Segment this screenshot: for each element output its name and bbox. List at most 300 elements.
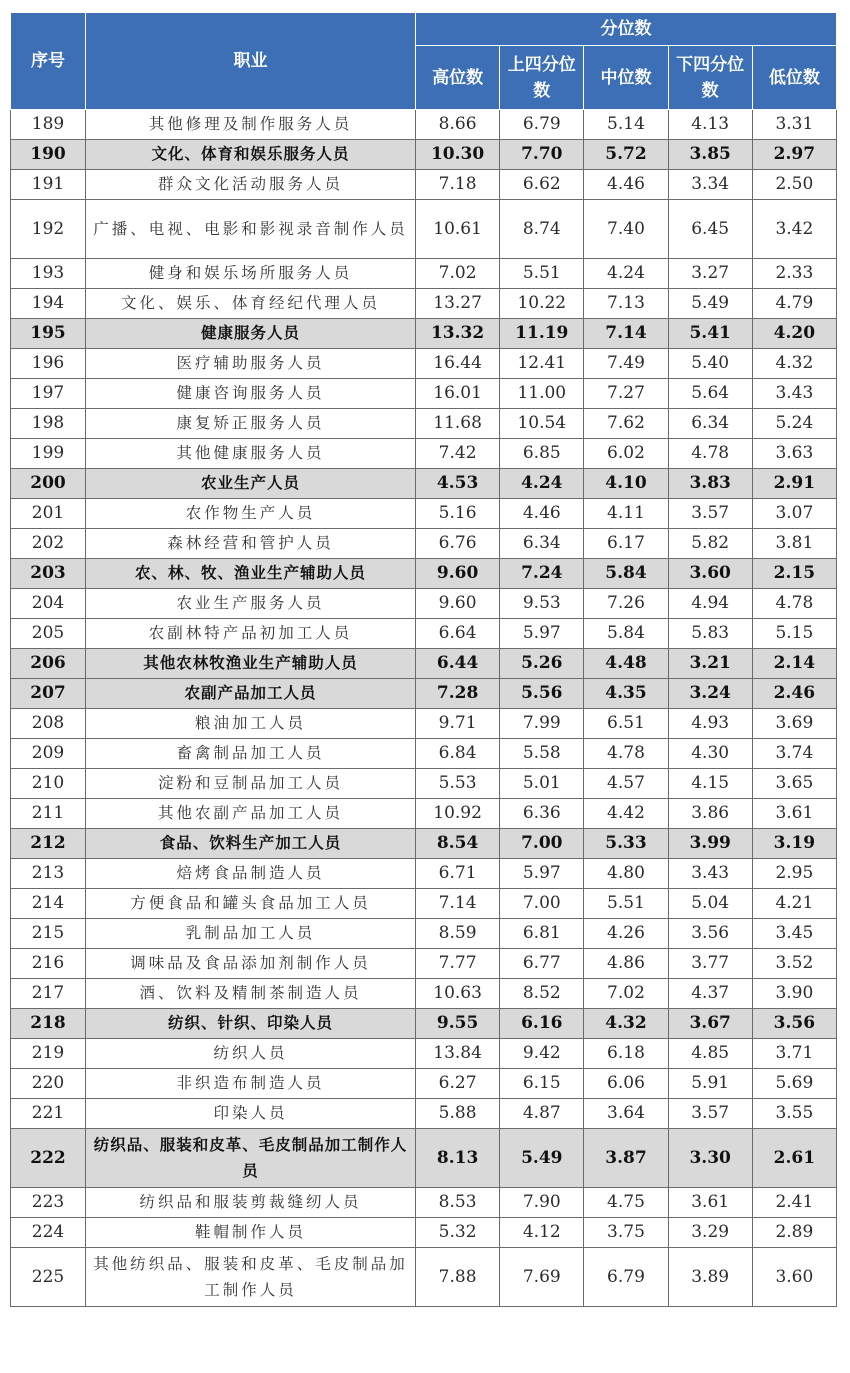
cell-low: 5.15 (752, 619, 836, 649)
cell-low: 3.60 (752, 1248, 836, 1307)
table-row (11, 349, 837, 379)
cell-lower-quartile: 3.34 (668, 170, 752, 200)
cell-high: 5.32 (416, 1218, 500, 1248)
cell-upper-quartile: 9.42 (500, 1039, 584, 1069)
cell-number: 206 (11, 649, 86, 679)
cell-lower-quartile: 5.04 (668, 889, 752, 919)
cell-high: 6.84 (416, 739, 500, 769)
cell-high: 16.44 (416, 349, 500, 379)
cell-occupation: 农业生产人员 (86, 469, 416, 499)
cell-high: 16.01 (416, 379, 500, 409)
table-row (11, 709, 837, 739)
cell-low: 2.95 (752, 859, 836, 889)
cell-low: 3.71 (752, 1039, 836, 1069)
cell-lower-quartile: 3.29 (668, 1218, 752, 1248)
cell-occupation: 酒、饮料及精制茶制造人员 (86, 979, 416, 1009)
cell-upper-quartile: 6.81 (500, 919, 584, 949)
cell-low: 4.32 (752, 349, 836, 379)
cell-low: 3.19 (752, 829, 836, 859)
cell-lower-quartile: 3.99 (668, 829, 752, 859)
cell-low: 2.50 (752, 170, 836, 200)
cell-high: 8.53 (416, 1188, 500, 1218)
column-group-header-percentiles: 分位数 (416, 13, 837, 46)
cell-high: 9.71 (416, 709, 500, 739)
cell-upper-quartile: 5.49 (500, 1129, 584, 1188)
cell-number: 213 (11, 859, 86, 889)
cell-occupation: 其他农林牧渔业生产辅助人员 (86, 649, 416, 679)
cell-occupation: 乳制品加工人员 (86, 919, 416, 949)
cell-upper-quartile: 8.74 (500, 200, 584, 259)
cell-median: 4.24 (584, 259, 668, 289)
cell-occupation: 群众文化活动服务人员 (86, 170, 416, 200)
cell-upper-quartile: 6.77 (500, 949, 584, 979)
cell-median: 7.27 (584, 379, 668, 409)
cell-low: 3.52 (752, 949, 836, 979)
cell-occupation: 纺织品和服装剪裁缝纫人员 (86, 1188, 416, 1218)
cell-high: 13.27 (416, 289, 500, 319)
cell-upper-quartile: 9.53 (500, 589, 584, 619)
cell-median: 4.80 (584, 859, 668, 889)
column-header-occupation: 职业 (86, 13, 416, 110)
cell-occupation: 纺织人员 (86, 1039, 416, 1069)
cell-low: 2.15 (752, 559, 836, 589)
cell-number: 195 (11, 319, 86, 349)
cell-high: 7.18 (416, 170, 500, 200)
cell-number: 190 (11, 140, 86, 170)
cell-high: 7.02 (416, 259, 500, 289)
cell-upper-quartile: 4.87 (500, 1099, 584, 1129)
cell-median: 3.64 (584, 1099, 668, 1129)
table-row (11, 619, 837, 649)
cell-median: 4.48 (584, 649, 668, 679)
cell-occupation: 畜禽制品加工人员 (86, 739, 416, 769)
cell-low: 2.33 (752, 259, 836, 289)
cell-lower-quartile: 4.13 (668, 110, 752, 140)
cell-upper-quartile: 6.62 (500, 170, 584, 200)
cell-high: 13.32 (416, 319, 500, 349)
table-row (11, 439, 837, 469)
cell-lower-quartile: 3.83 (668, 469, 752, 499)
cell-upper-quartile: 6.34 (500, 529, 584, 559)
cell-low: 3.55 (752, 1099, 836, 1129)
table-row (11, 799, 837, 829)
cell-median: 5.14 (584, 110, 668, 140)
cell-low: 4.21 (752, 889, 836, 919)
cell-low: 3.69 (752, 709, 836, 739)
cell-number: 210 (11, 769, 86, 799)
cell-number: 219 (11, 1039, 86, 1069)
cell-high: 8.13 (416, 1129, 500, 1188)
cell-occupation: 农副产品加工人员 (86, 679, 416, 709)
category-row (11, 559, 837, 589)
cell-number: 200 (11, 469, 86, 499)
cell-median: 6.51 (584, 709, 668, 739)
cell-occupation: 农业生产服务人员 (86, 589, 416, 619)
cell-low: 2.97 (752, 140, 836, 170)
cell-number: 207 (11, 679, 86, 709)
cell-high: 6.64 (416, 619, 500, 649)
cell-upper-quartile: 7.69 (500, 1248, 584, 1307)
cell-number: 189 (11, 110, 86, 140)
cell-median: 4.35 (584, 679, 668, 709)
category-row (11, 319, 837, 349)
cell-median: 7.62 (584, 409, 668, 439)
cell-high: 8.66 (416, 110, 500, 140)
cell-low: 5.24 (752, 409, 836, 439)
table-row (11, 1099, 837, 1129)
cell-high: 7.88 (416, 1248, 500, 1307)
cell-occupation: 健康服务人员 (86, 319, 416, 349)
table-row (11, 110, 837, 140)
table-row (11, 1248, 837, 1307)
cell-lower-quartile: 5.91 (668, 1069, 752, 1099)
cell-occupation: 方便食品和罐头食品加工人员 (86, 889, 416, 919)
table-row (11, 499, 837, 529)
cell-high: 7.42 (416, 439, 500, 469)
cell-high: 8.54 (416, 829, 500, 859)
cell-occupation: 医疗辅助服务人员 (86, 349, 416, 379)
cell-occupation: 文化、体育和娱乐服务人员 (86, 140, 416, 170)
cell-number: 208 (11, 709, 86, 739)
cell-upper-quartile: 5.51 (500, 259, 584, 289)
cell-number: 197 (11, 379, 86, 409)
cell-occupation: 农副林特产品初加工人员 (86, 619, 416, 649)
cell-lower-quartile: 3.43 (668, 859, 752, 889)
cell-median: 6.02 (584, 439, 668, 469)
cell-upper-quartile: 12.41 (500, 349, 584, 379)
cell-low: 2.46 (752, 679, 836, 709)
cell-low: 3.42 (752, 200, 836, 259)
category-row (11, 679, 837, 709)
cell-low: 3.43 (752, 379, 836, 409)
column-header-median: 中位数 (584, 46, 668, 110)
cell-number: 193 (11, 259, 86, 289)
cell-upper-quartile: 5.26 (500, 649, 584, 679)
cell-upper-quartile: 6.79 (500, 110, 584, 140)
cell-lower-quartile: 6.45 (668, 200, 752, 259)
cell-upper-quartile: 6.15 (500, 1069, 584, 1099)
cell-high: 6.71 (416, 859, 500, 889)
cell-occupation: 粮油加工人员 (86, 709, 416, 739)
cell-lower-quartile: 3.57 (668, 1099, 752, 1129)
cell-high: 8.59 (416, 919, 500, 949)
cell-upper-quartile: 4.12 (500, 1218, 584, 1248)
document-page (10, 12, 838, 1362)
cell-high: 10.61 (416, 200, 500, 259)
cell-low: 4.78 (752, 589, 836, 619)
cell-lower-quartile: 3.21 (668, 649, 752, 679)
cell-number: 205 (11, 619, 86, 649)
cell-lower-quartile: 4.85 (668, 1039, 752, 1069)
table-row (11, 529, 837, 559)
cell-number: 201 (11, 499, 86, 529)
cell-lower-quartile: 3.86 (668, 799, 752, 829)
table-row (11, 1039, 837, 1069)
wage-percentile-table (10, 12, 837, 1307)
table-row (11, 589, 837, 619)
cell-low: 3.81 (752, 529, 836, 559)
cell-number: 221 (11, 1099, 86, 1129)
cell-number: 220 (11, 1069, 86, 1099)
cell-number: 204 (11, 589, 86, 619)
cell-occupation: 其他农副产品加工人员 (86, 799, 416, 829)
cell-number: 199 (11, 439, 86, 469)
cell-high: 6.27 (416, 1069, 500, 1099)
cell-upper-quartile: 6.16 (500, 1009, 584, 1039)
cell-low: 3.61 (752, 799, 836, 829)
cell-median: 4.10 (584, 469, 668, 499)
column-header-low: 低位数 (752, 46, 836, 110)
cell-lower-quartile: 3.60 (668, 559, 752, 589)
cell-upper-quartile: 7.90 (500, 1188, 584, 1218)
cell-number: 202 (11, 529, 86, 559)
cell-low: 3.07 (752, 499, 836, 529)
table-row (11, 739, 837, 769)
cell-number: 194 (11, 289, 86, 319)
cell-number: 222 (11, 1129, 86, 1188)
category-row (11, 1009, 837, 1039)
cell-number: 192 (11, 200, 86, 259)
cell-high: 7.28 (416, 679, 500, 709)
cell-low: 3.31 (752, 110, 836, 140)
cell-median: 4.26 (584, 919, 668, 949)
cell-upper-quartile: 5.56 (500, 679, 584, 709)
cell-high: 5.53 (416, 769, 500, 799)
cell-low: 5.69 (752, 1069, 836, 1099)
cell-upper-quartile: 5.97 (500, 619, 584, 649)
cell-number: 203 (11, 559, 86, 589)
cell-occupation: 纺织品、服装和皮革、毛皮制品加工制作人员 (86, 1129, 416, 1188)
table-row (11, 289, 837, 319)
cell-median: 7.40 (584, 200, 668, 259)
cell-upper-quartile: 4.24 (500, 469, 584, 499)
cell-median: 4.78 (584, 739, 668, 769)
category-row (11, 649, 837, 679)
cell-high: 6.44 (416, 649, 500, 679)
cell-median: 4.86 (584, 949, 668, 979)
cell-lower-quartile: 5.64 (668, 379, 752, 409)
cell-high: 9.60 (416, 559, 500, 589)
cell-occupation: 调味品及食品添加剂制作人员 (86, 949, 416, 979)
category-row (11, 140, 837, 170)
cell-median: 7.49 (584, 349, 668, 379)
cell-upper-quartile: 7.24 (500, 559, 584, 589)
cell-number: 225 (11, 1248, 86, 1307)
cell-low: 2.41 (752, 1188, 836, 1218)
cell-low: 3.65 (752, 769, 836, 799)
cell-high: 6.76 (416, 529, 500, 559)
cell-median: 4.57 (584, 769, 668, 799)
cell-lower-quartile: 3.61 (668, 1188, 752, 1218)
cell-lower-quartile: 3.56 (668, 919, 752, 949)
category-row (11, 469, 837, 499)
cell-upper-quartile: 5.97 (500, 859, 584, 889)
cell-median: 4.42 (584, 799, 668, 829)
cell-median: 4.11 (584, 499, 668, 529)
cell-median: 3.75 (584, 1218, 668, 1248)
cell-low: 3.56 (752, 1009, 836, 1039)
cell-lower-quartile: 5.40 (668, 349, 752, 379)
category-row (11, 1129, 837, 1188)
cell-upper-quartile: 6.36 (500, 799, 584, 829)
cell-high: 9.55 (416, 1009, 500, 1039)
cell-high: 4.53 (416, 469, 500, 499)
cell-median: 4.75 (584, 1188, 668, 1218)
table-row (11, 949, 837, 979)
cell-median: 3.87 (584, 1129, 668, 1188)
cell-lower-quartile: 4.15 (668, 769, 752, 799)
cell-number: 218 (11, 1009, 86, 1039)
cell-median: 5.33 (584, 829, 668, 859)
cell-occupation: 康复矫正服务人员 (86, 409, 416, 439)
cell-lower-quartile: 4.93 (668, 709, 752, 739)
cell-low: 3.90 (752, 979, 836, 1009)
cell-lower-quartile: 5.82 (668, 529, 752, 559)
cell-occupation: 鞋帽制作人员 (86, 1218, 416, 1248)
cell-median: 6.18 (584, 1039, 668, 1069)
cell-high: 7.77 (416, 949, 500, 979)
cell-median: 7.02 (584, 979, 668, 1009)
cell-number: 215 (11, 919, 86, 949)
cell-number: 196 (11, 349, 86, 379)
cell-upper-quartile: 5.01 (500, 769, 584, 799)
cell-median: 5.72 (584, 140, 668, 170)
table-row (11, 170, 837, 200)
cell-low: 4.79 (752, 289, 836, 319)
cell-occupation: 健康咨询服务人员 (86, 379, 416, 409)
cell-lower-quartile: 3.30 (668, 1129, 752, 1188)
cell-median: 6.17 (584, 529, 668, 559)
cell-occupation: 焙烤食品制造人员 (86, 859, 416, 889)
cell-lower-quartile: 3.27 (668, 259, 752, 289)
cell-upper-quartile: 10.54 (500, 409, 584, 439)
cell-high: 10.30 (416, 140, 500, 170)
cell-lower-quartile: 3.89 (668, 1248, 752, 1307)
cell-high: 13.84 (416, 1039, 500, 1069)
table-row (11, 200, 837, 259)
table-row (11, 1069, 837, 1099)
cell-lower-quartile: 3.77 (668, 949, 752, 979)
cell-median: 4.46 (584, 170, 668, 200)
cell-median: 5.84 (584, 559, 668, 589)
cell-occupation: 其他健康服务人员 (86, 439, 416, 469)
cell-median: 5.84 (584, 619, 668, 649)
table-row (11, 859, 837, 889)
cell-upper-quartile: 7.00 (500, 889, 584, 919)
cell-occupation: 印染人员 (86, 1099, 416, 1129)
cell-occupation: 文化、娱乐、体育经纪代理人员 (86, 289, 416, 319)
cell-number: 191 (11, 170, 86, 200)
cell-high: 9.60 (416, 589, 500, 619)
cell-occupation: 淀粉和豆制品加工人员 (86, 769, 416, 799)
cell-median: 5.51 (584, 889, 668, 919)
table-row (11, 769, 837, 799)
cell-number: 209 (11, 739, 86, 769)
table-row (11, 1188, 837, 1218)
cell-high: 5.16 (416, 499, 500, 529)
cell-median: 7.26 (584, 589, 668, 619)
cell-upper-quartile: 7.00 (500, 829, 584, 859)
column-header-upper-quartile: 上四分位数 (500, 46, 584, 110)
cell-number: 214 (11, 889, 86, 919)
cell-lower-quartile: 4.37 (668, 979, 752, 1009)
cell-lower-quartile: 3.85 (668, 140, 752, 170)
cell-lower-quartile: 5.41 (668, 319, 752, 349)
cell-median: 6.79 (584, 1248, 668, 1307)
cell-lower-quartile: 6.34 (668, 409, 752, 439)
cell-occupation: 纺织、针织、印染人员 (86, 1009, 416, 1039)
cell-lower-quartile: 3.67 (668, 1009, 752, 1039)
cell-occupation: 农作物生产人员 (86, 499, 416, 529)
cell-number: 217 (11, 979, 86, 1009)
cell-median: 7.13 (584, 289, 668, 319)
cell-lower-quartile: 4.94 (668, 589, 752, 619)
cell-high: 11.68 (416, 409, 500, 439)
cell-number: 224 (11, 1218, 86, 1248)
table-row (11, 409, 837, 439)
category-row (11, 829, 837, 859)
table-row (11, 1218, 837, 1248)
cell-occupation: 其他纺织品、服装和皮革、毛皮制品加工制作人员 (86, 1248, 416, 1307)
cell-median: 6.06 (584, 1069, 668, 1099)
cell-occupation: 森林经营和管护人员 (86, 529, 416, 559)
cell-low: 2.91 (752, 469, 836, 499)
cell-median: 4.32 (584, 1009, 668, 1039)
cell-number: 216 (11, 949, 86, 979)
cell-number: 198 (11, 409, 86, 439)
cell-upper-quartile: 8.52 (500, 979, 584, 1009)
cell-occupation: 其他修理及制作服务人员 (86, 110, 416, 140)
cell-lower-quartile: 5.49 (668, 289, 752, 319)
table-body (11, 110, 837, 1307)
cell-lower-quartile: 3.57 (668, 499, 752, 529)
cell-low: 3.63 (752, 439, 836, 469)
cell-occupation: 非织造布制造人员 (86, 1069, 416, 1099)
cell-upper-quartile: 11.00 (500, 379, 584, 409)
cell-occupation: 健身和娱乐场所服务人员 (86, 259, 416, 289)
cell-low: 3.45 (752, 919, 836, 949)
cell-low: 2.14 (752, 649, 836, 679)
cell-upper-quartile: 5.58 (500, 739, 584, 769)
table-row (11, 259, 837, 289)
cell-upper-quartile: 6.85 (500, 439, 584, 469)
cell-upper-quartile: 7.99 (500, 709, 584, 739)
cell-lower-quartile: 5.83 (668, 619, 752, 649)
cell-number: 212 (11, 829, 86, 859)
column-header-high: 高位数 (416, 46, 500, 110)
cell-lower-quartile: 4.78 (668, 439, 752, 469)
cell-upper-quartile: 11.19 (500, 319, 584, 349)
cell-lower-quartile: 4.30 (668, 739, 752, 769)
cell-high: 10.63 (416, 979, 500, 1009)
column-header-lower-quartile: 下四分位数 (668, 46, 752, 110)
cell-upper-quartile: 7.70 (500, 140, 584, 170)
cell-occupation: 食品、饮料生产加工人员 (86, 829, 416, 859)
cell-median: 7.14 (584, 319, 668, 349)
table-row (11, 889, 837, 919)
cell-number: 223 (11, 1188, 86, 1218)
cell-low: 3.74 (752, 739, 836, 769)
cell-high: 7.14 (416, 889, 500, 919)
cell-lower-quartile: 3.24 (668, 679, 752, 709)
cell-number: 211 (11, 799, 86, 829)
cell-occupation: 农、林、牧、渔业生产辅助人员 (86, 559, 416, 589)
table-row (11, 979, 837, 1009)
cell-high: 10.92 (416, 799, 500, 829)
cell-high: 5.88 (416, 1099, 500, 1129)
cell-low: 2.61 (752, 1129, 836, 1188)
cell-low: 4.20 (752, 319, 836, 349)
